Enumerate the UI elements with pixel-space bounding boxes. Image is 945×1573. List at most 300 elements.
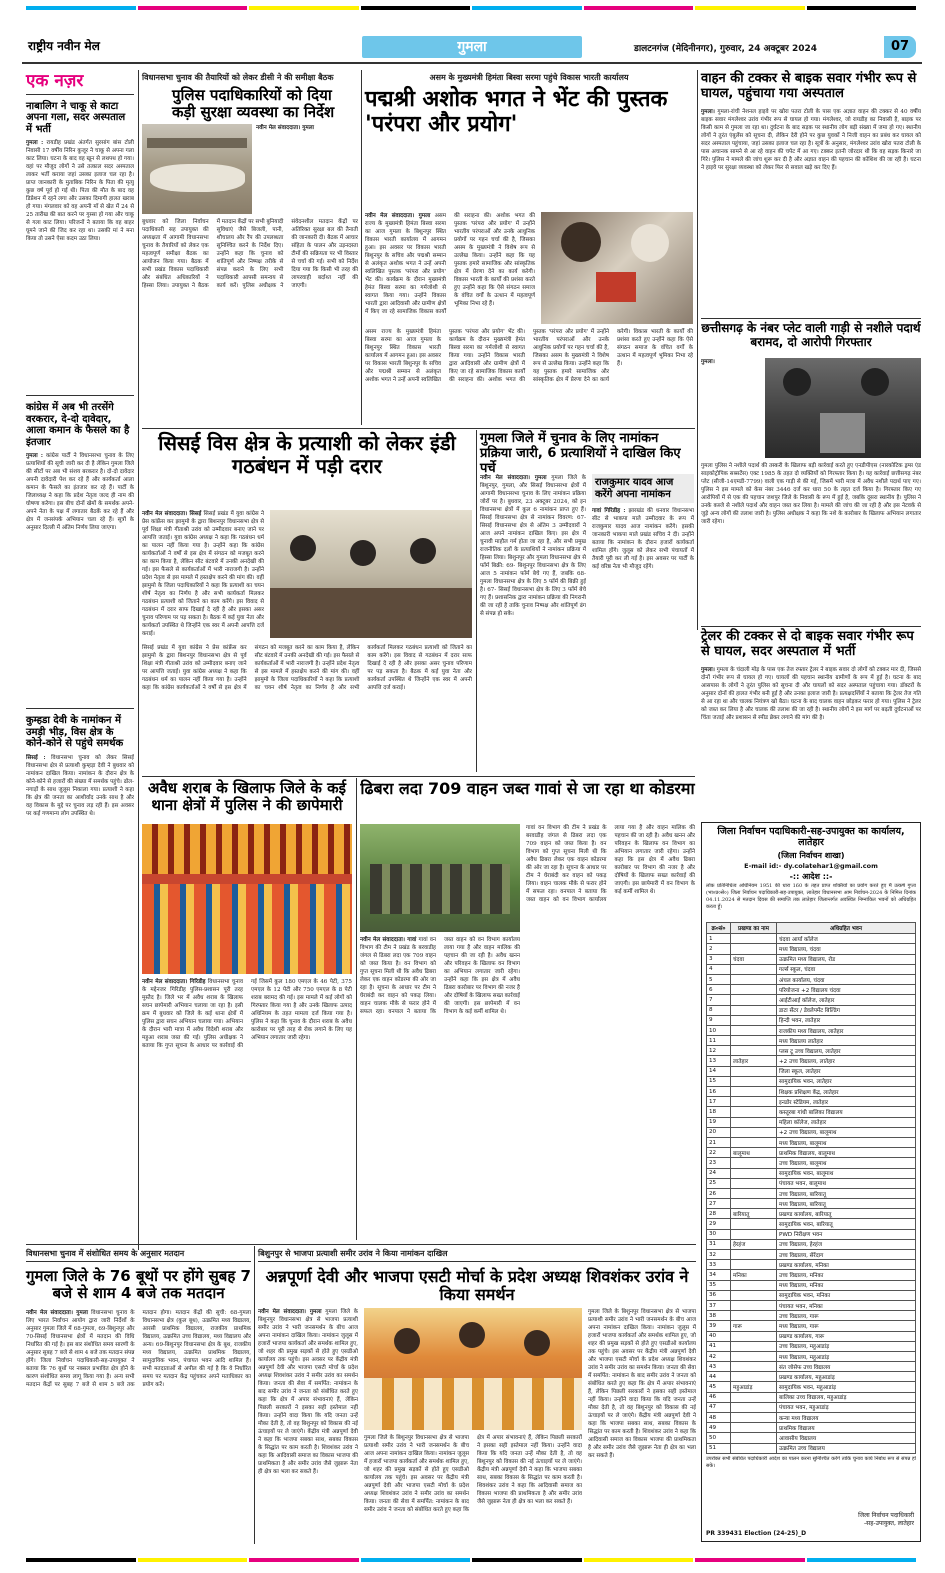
table-row	[707, 1015, 916, 1025]
table-cell-building: उच्च विद्यालय, महुआडांड़	[777, 1341, 916, 1351]
table-row	[707, 1056, 916, 1066]
table-cell-no: 21	[707, 1137, 731, 1147]
table-cell-no: 50	[707, 1433, 731, 1443]
table-cell-no: 18	[707, 1107, 731, 1117]
table-row	[707, 1423, 916, 1433]
table-cell-block	[731, 1351, 777, 1361]
table-cell-no: 7	[707, 995, 731, 1005]
table-cell-no: 43	[707, 1362, 731, 1372]
table-cell-no: 17	[707, 1097, 731, 1107]
table-cell-block	[731, 964, 777, 974]
table-row	[707, 1443, 916, 1453]
table-cell-block	[731, 1260, 777, 1270]
table-cell-block	[731, 974, 777, 984]
table-row	[707, 1311, 916, 1321]
story-body-continued: असम राज्य के मुख्यमंत्री हिमंता बिस्वा सरमा का आज गुमला के बिशुनपुर स्थित विकास भारती कार्यालय में आगमन हुआ। इस अवसर पर विकास भारती बिशुनपुर के सचिव और पद्मश्री सम्मान से अलंकृत अशोक भगत ने उन्हें अपनी स्वलिखित पुस्तक 'परंपरा और प्रयोग' भेंट की। कार्यक्रम के दौरान मुख्यमंत्री हेमंत बिस्वा सरमा का गर्मजोशी से स्वागत किया गया। उन्होंने विकास भारती द्वारा आदिवासी और ग्रामीण क्षेत्रों में किए जा रहे सामाजिक विकास कार्यों की सराहना की। अशोक भगत की पुस्तक 'परंपरा और प्रयोग' में उन्होंने भारतीय परंपराओं और उनके आधुनिक प्रयोगों पर गहन चर्चा की है, जिसका असम के मुख्यमंत्री ने विशेष रूप से उल्लेख किया। उन्होंने कहा कि यह पुस्तक हमारे सामाजिक और सांस्कृतिक क्षेत्र में प्रेरणा देने का कार्य करेगी। विकास भारती के कार्यों की प्रशंसा करते हुए उन्होंने कहा कि ऐसे संगठन समाज के वंचित वर्गों के उत्थान में महत्वपूर्ण भूमिका निभा रहे हैं।	[365, 329, 693, 383]
table-row	[707, 1362, 916, 1372]
table-cell-no: 41	[707, 1341, 731, 1351]
story-body: गुमला-रांची नेशनल हाइवे पर खोरा पतरा टोली के पास एक अज्ञात वाहन की टक्कर से 40 वर्षीय बाइक सवार मंगलेश्वर उरांव गंभीर रूप से घायल हो गया। मंगलेश्वर, जो रायडीह का निवासी है, बाइक पर किसी काम से गुमला जा रहा था। दुर्घटना के बाद सड़क पर स्थानीय लोग बड़ी संख्या में जमा हो गए। स्थानीय लोगों ने तुरंत एंबुलेंस को सूचना दी, लेकिन देरी होने पर कुछ युवकों ने निजी वाहन का प्रबंध कर घायल को सदर अस्पताल पहुंचाया, जहां उसका इलाज चल रहा है। सूत्रों के अनुसार, मंगलेश्वर उरांव खोरा पतरा टोली के पास अचानक सामने से आ रहे वाहन की चपेट में आ गए। टक्कर इतनी जोरदार थी कि वह सड़क किनारे जा गिरे। पुलिस ने मामले की जांच शुरू कर दी है और अज्ञात वाहन की पहचान की कोशिश की जा रही है। घटना ने हाइवे पर सुरक्षा व्यवस्था को लेकर फिर से सवाल खड़े कर दिए हैं।	[701, 108, 921, 171]
table-cell-building: हिन्दी भवन, लातेहार	[777, 1015, 916, 1025]
ek-nazar-label: एक नज़र	[26, 72, 134, 95]
table-cell-building: मध्य विद्यालय, महुआडांड़	[777, 1351, 916, 1361]
forest-team-photo	[360, 824, 520, 932]
table-cell-block	[731, 1402, 777, 1412]
table-row	[707, 1250, 916, 1260]
table-cell-no: 33	[707, 1260, 731, 1270]
table-cell-block	[731, 1300, 777, 1310]
table-cell-building: आवासीय विद्यालय	[777, 1433, 916, 1443]
table-row	[707, 1046, 916, 1056]
table-cell-no: 28	[707, 1209, 731, 1219]
table-cell-building: संत जोसेफ उच्च विद्यालय	[777, 1362, 916, 1372]
table-cell-building: प्राथमिक विद्यालय, बालूमाथ	[777, 1148, 916, 1158]
mica-vehicle-seizure-story	[360, 780, 695, 1240]
table-cell-building: सामुदायिक भवन, लातेहार	[777, 1076, 916, 1086]
liquor-raid-story	[142, 780, 352, 1240]
column-header: क्र०सं०	[707, 923, 731, 934]
table-cell-no: 32	[707, 1250, 731, 1260]
story-headline: कुम्हडा देवी के नामांकन में उमड़ी भीड़, विस क्षेत्र के कोने-कोने से पहुंचे समर्थक	[26, 715, 124, 750]
table-cell-building: पंचायत भवन, बालूमाथ	[777, 1178, 916, 1188]
story-dateline: नवीन मेल संवाददाता। गुमला	[480, 475, 547, 481]
table-cell-no: 12	[707, 1046, 731, 1056]
story-body: गुमला जिले के बिशुनपुर, गुमला, और सिसई विधानसभा क्षेत्रों में आगामी विधानसभा चुनाव के लिए नामांकन प्रक्रिया जोरों पर है। बुधवार, 23 अक्टूबर 2024, को इन विधानसभा क्षेत्रों में कुल 6 नामांकन प्राप्त हुए हैं। सिसई विधानसभा क्षेत्र से नामांकन विवरण: 67- सिसई विधानसभा क्षेत्र से अंतिम 3 उम्मीदवारों ने आज अपने नामांकन दाखिल किए। इस क्षेत्र में चुनावी माहौल गर्म होता जा रहा है, और सभी प्रमुख राजनीतिक दलों के प्रत्याशियों ने नामांकन प्रक्रिया में हिस्सा लिया। बिशुनपुर और गुमला विधानसभा क्षेत्र से फॉर्म बिक्री: 69- बिशुनपुर विधानसभा क्षेत्र के लिए आज 5 नामांकन फॉर्म बेचे गए हैं, जबकि 68- गुमला विधानसभा क्षेत्र के लिए 5 फॉर्म की बिक्री हुई है। 67- सिसई विधानसभा क्षेत्र के लिए 3 फॉर्म बेचे गए हैं। प्रशासनिक द्वारा नामांकन प्रक्रिया की निगरानी की जा रही है ताकि चुनाव निष्पक्ष और शांतिपूर्ण ढंग से संपन्न हो सके।	[480, 475, 586, 617]
table-cell-building: +2 उच्च विद्यालय, लातेहार	[777, 1056, 916, 1066]
box-dateline: गावां गिरिडीह :	[592, 508, 626, 514]
press-conference-photo	[270, 510, 472, 638]
table-row	[707, 1239, 916, 1249]
table-row	[707, 1402, 916, 1412]
table-cell-no: 46	[707, 1392, 731, 1402]
table-cell-building: मध्य विद्यालय, चंदवा	[777, 944, 916, 954]
story-headline: पुलिस पदाधिकारियों को दिया कड़ी सुरक्षा व्यवस्था का निर्देश	[172, 86, 335, 122]
nomination-rally-photo	[364, 1308, 582, 1430]
table-cell-building: उच्च विद्यालय, बालूमाथ	[777, 1158, 916, 1168]
table-row	[707, 1168, 916, 1178]
table-cell-building: सामुदायिक भवन, बारियातू	[777, 1219, 916, 1229]
table-row	[707, 1127, 916, 1137]
story-dateline: नवीन मेल संवाददाता। गिरिडीह	[142, 979, 206, 985]
story-dateline: गुमला :	[26, 453, 43, 460]
table-row	[707, 1158, 916, 1168]
table-cell-block: चंदवा	[731, 954, 777, 964]
story-headline: ढिबरा लदा 709 वाहन जब्त गावां से जा रहा था कोडरमा	[360, 779, 695, 798]
notice-order-title: -:: आदेश ::-	[789, 872, 833, 882]
table-cell-no: 14	[707, 1066, 731, 1076]
rajkumar-box	[592, 474, 694, 770]
table-cell-building: प्रखण्ड कार्यालय, गारू	[777, 1331, 916, 1341]
table-cell-block	[731, 1413, 777, 1423]
story-dateline: गुमला :	[26, 140, 44, 147]
table-cell-building: राजकीय मध्य विद्यालय, लातेहार	[777, 1025, 916, 1035]
story-body-continued: सिसई प्रखंड में युवा कांग्रेस ने प्रेस कांफ्रेंस कर झामुमो के द्वारा बिशनपुर विधानसभा क्षेत्र से पूर्व शिक्षा मंत्री गीताश्री उरांव को उम्मीदवार बनाए जाने पर आपत्ति जताई। युवा कांग्रेस अध्यक्ष ने कहा कि गठबंधन धर्म का पालन नहीं किया गया है। उन्होंने कहा कि कांग्रेस कार्यकर्ताओं ने वर्षों से इस क्षेत्र में संगठन को मजबूत करने का काम किया है, लेकिन सीट बंटवारे में उनकी अनदेखी की गई। इस फैसले से कार्यकर्ताओं में भारी नाराजगी है। उन्होंने प्रदेश नेतृत्व से इस मामले में हस्तक्षेप करने की मांग की। वहीं झामुमो के जिला पदाधिकारियों ने कहा कि प्रत्याशी का चयन शीर्ष नेतृत्व का निर्णय है और सभी कार्यकर्ता मिलकर गठबंधन प्रत्याशी को जिताने का काम करेंगे। इस विवाद से गठबंधन में दरार साफ दिखाई दे रही है और इसका असर चुनाव परिणाम पर पड़ सकता है। बैठक में कई युवा नेता और कार्यकर्ता उपस्थित थे जिन्होंने एक स्वर में अपनी आपत्ति दर्ज कराई।	[142, 645, 472, 691]
notice-signature	[858, 1511, 914, 1527]
table-cell-no: 2	[707, 944, 731, 954]
acquired-buildings-table	[706, 922, 916, 1454]
table-cell-no: 16	[707, 1087, 731, 1097]
table-cell-no: 15	[707, 1076, 731, 1086]
table-cell-building: परियोजना +2 विद्यालय चंदवा	[777, 985, 916, 995]
notice-office: जिला निर्वाचन पदाधिकारी-सह-उपायुक्त का कार्यालय, लातेहार	[717, 826, 905, 848]
table-cell-no: 20	[707, 1127, 731, 1137]
story-headline: अन्नपूर्णा देवी और भाजपा एसटी मोर्चा के प्रदेश अध्यक्ष शिवशंकर उरांव ने किया समर्थन	[265, 1267, 689, 1305]
story-headline: ट्रेलर की टक्कर से दो बाइक सवार गंभीर रूप से घायल, सदर अस्पताल में भर्ती	[701, 629, 914, 659]
story-body: गुमला जिले के बिशुनपुर विधानसभा क्षेत्र से भाजपा प्रत्याशी समीर उरांव ने भारी जनसमर्थन के बीच आज अपना नामांकन दाखिल किया। नामांकन जुलूस में हजारों भाजपा कार्यकर्ता और समर्थक शामिल हुए, जो शहर की प्रमुख सड़कों से होते हुए एसडीओ कार्यालय तक पहुंचे। इस अवसर पर केंद्रीय मंत्री अन्नपूर्णा देवी और भाजपा एसटी मोर्चा के प्रदेश अध्यक्ष शिवशंकर उरांव ने समीर उरांव का समर्थन किया। जनता की सेवा में समर्पित: नामांकन के बाद समीर उरांव ने जनता को संबोधित करते हुए कहा कि क्षेत्र में अपार संभावनाएं हैं, लेकिन पिछली सरकारों ने इसका सही इस्तेमाल नहीं किया। उन्होंने वादा किया कि यदि जनता उन्हें मौका देती है, तो वह बिशुनपुर को विकास की नई ऊंचाइयों पर ले जाएंगे। केंद्रीय मंत्री अन्नपूर्णा देवी ने कहा कि भाजपा सबका साथ, सबका विकास के सिद्धांत पर काम करती है। शिवशंकर उरांव ने कहा कि आदिवासी समाज का विकास भाजपा की प्राथमिकता है और समीर उरांव जैसे जुझारू नेता ही क्षेत्र का भला कर सकते हैं।	[258, 1309, 358, 1475]
table-cell-block	[731, 995, 777, 1005]
story-headline: छत्तीसगढ़ के नंबर प्लेट वाली गाड़ी से नशीले पदार्थ बरामद, दो आरोपी गिरफ्तार	[701, 321, 921, 349]
table-cell-no: 24	[707, 1168, 731, 1178]
election-notice-advert	[701, 822, 921, 1542]
table-cell-no: 26	[707, 1188, 731, 1198]
page-number: 07	[884, 36, 916, 58]
table-cell-block	[731, 1423, 777, 1433]
table-cell-building: +2 उच्च विद्यालय, बालूमाथ	[777, 1127, 916, 1137]
table-cell-no: 13	[707, 1056, 731, 1066]
story-kicker: विधानसभा चुनाव की तैयारियों को लेकर डीसी ने की समीक्षा बैठक	[142, 73, 334, 82]
table-cell-block	[731, 1046, 777, 1056]
story-dateline: गुमला।	[701, 108, 715, 115]
table-row	[707, 964, 916, 974]
table-cell-building: इनडोर स्टेडियम, लातेहार	[777, 1097, 916, 1107]
table-cell-block	[731, 1443, 777, 1453]
table-cell-block	[731, 1087, 777, 1097]
table-cell-block	[731, 1290, 777, 1300]
table-cell-block	[731, 1250, 777, 1260]
table-row	[707, 995, 916, 1005]
table-cell-no: 36	[707, 1290, 731, 1300]
table-row	[707, 1137, 916, 1147]
story-headline: गुमला जिले में चुनाव के लिए नामांकन प्रक्रिया जारी, 6 प्रत्याशियों ने दाखिल किए पर्चे	[480, 431, 681, 476]
table-row	[707, 1270, 916, 1280]
table-cell-no: 48	[707, 1413, 731, 1423]
arrested-accused-photo	[765, 358, 921, 458]
table-cell-no: 45	[707, 1382, 731, 1392]
table-cell-building: मध्य विद्यालय, मनिका	[777, 1280, 916, 1290]
table-cell-block	[731, 944, 777, 954]
table-cell-block: मनिका	[731, 1270, 777, 1280]
table-row	[707, 1300, 916, 1310]
table-cell-building: मध्य विद्यालय, गारू	[777, 1321, 916, 1331]
table-cell-block	[731, 1076, 777, 1086]
table-cell-block	[731, 1178, 777, 1188]
story-body-continued: गुमला जिले के बिशुनपुर विधानसभा क्षेत्र से भाजपा प्रत्याशी समीर उरांव ने भारी जनसमर्थन के बीच आज अपना नामांकन दाखिल किया। नामांकन जुलूस में हजारों भाजपा कार्यकर्ता और समर्थक शामिल हुए, जो शहर की प्रमुख सड़कों से होते हुए एसडीओ कार्यालय तक पहुंचे। इस अवसर पर केंद्रीय मंत्री अन्नपूर्णा देवी और भाजपा एसटी मोर्चा के प्रदेश अध्यक्ष शिवशंकर उरांव ने समीर उरांव का समर्थन किया। जनता की सेवा में समर्पित: नामांकन के बाद समीर उरांव ने जनता को संबोधित करते हुए कहा कि क्षेत्र में अपार संभावनाएं हैं, लेकिन पिछली सरकारों ने इसका सही इस्तेमाल नहीं किया। उन्होंने वादा किया कि यदि जनता उन्हें मौका देती है, तो वह बिशुनपुर को विकास की नई ऊंचाइयों पर ले जाएंगे। केंद्रीय मंत्री अन्नपूर्णा देवी ने कहा कि भाजपा सबका साथ, सबका विकास के सिद्धांत पर काम करती है। शिवशंकर उरांव ने कहा कि आदिवासी समाज का विकास भाजपा की प्राथमिकता है और समीर उरांव जैसे जुझारू नेता ही क्षेत्र का भला कर सकते हैं।	[364, 1435, 582, 1513]
table-row	[707, 1036, 916, 1046]
table-cell-building: जिला स्कूल, लातेहार	[777, 1066, 916, 1076]
table-cell-building: कस्तूरबा गांधी बालिका विद्यालय	[777, 1107, 916, 1117]
table-cell-no: 5	[707, 974, 731, 984]
table-cell-block	[731, 1280, 777, 1290]
trailer-accident-story	[701, 630, 921, 820]
table-cell-block	[731, 1015, 777, 1025]
table-row	[707, 1199, 916, 1209]
story-body: बुधवार को जिला निर्वाचन पदाधिकारी सह उपायुक्त की अध्यक्षता में आगामी विधानसभा चुनाव के तैयारियों को लेकर एक महत्वपूर्ण समीक्षा बैठक का आयोजन किया गया। बैठक में सभी प्रखंड विकास पदाधिकारी और संबंधित अधिकारियों ने हिस्सा लिया। उपायुक्त ने बैठक में मतदान केंद्रों पर सभी बुनियादी सुविधाएं जैसे बिजली, पानी, शौचालय और रैंप की उपलब्धता सुनिश्चित करने के निर्देश दिए। उन्होंने कहा कि चुनाव को शांतिपूर्ण और निष्पक्ष तरीके से संपन्न कराने के लिए सभी पदाधिकारी आपसी समन्वय से कार्य करें। पुलिस अधीक्षक ने संवेदनशील मतदान केंद्रों पर अतिरिक्त सुरक्षा बल की तैनाती की जानकारी दी। बैठक में आचार संहिता के पालन और उड़नदस्ता टीमों की सक्रियता पर भी विस्तार से चर्चा की गई। सभी को निर्देश दिया गया कि किसी भी तरह की लापरवाही बर्दाश्त नहीं की जाएगी।	[142, 219, 358, 289]
notice-footer: उपरोक्त सभी संबंधित पदाधिकारी आदेश का पालन करना सुनिश्चित करेंगे ताकि चुनाव कार्य निर्बाध रूप से संपन्न हो सके।	[706, 1455, 916, 1469]
table-row	[707, 1413, 916, 1423]
polling-time-story	[26, 1248, 251, 1544]
table-cell-no: 51	[707, 1443, 731, 1453]
table-cell-building: कन्या मध्य विद्यालय	[777, 1413, 916, 1423]
table-cell-building: मध्य विद्यालय, बालूमाथ	[777, 1137, 916, 1147]
table-cell-no: 27	[707, 1199, 731, 1209]
table-row	[707, 1209, 916, 1219]
table-cell-block: बारियातू	[731, 1209, 777, 1219]
bhagat-book-story	[365, 72, 693, 422]
table-cell-building: मध्य विद्यालय, बारियातू	[777, 1199, 916, 1209]
story-dateline: नवीन मेल संवाददाता। सिसई	[142, 511, 202, 517]
story-body: असम राज्य के मुख्यमंत्री हिमंता बिस्वा सरमा का आज गुमला के बिशुनपुर स्थित विकास भारती कार्यालय में आगमन हुआ। इस अवसर पर विकास भारती बिशुनपुर के सचिव और पद्मश्री सम्मान से अलंकृत अशोक भगत ने उन्हें अपनी स्वलिखित पुस्तक 'परंपरा और प्रयोग' भेंट की। कार्यक्रम के दौरान मुख्यमंत्री हेमंत बिस्वा सरमा का गर्मजोशी से स्वागत किया गया। उन्होंने विकास भारती द्वारा आदिवासी और ग्रामीण क्षेत्रों में किए जा रहे सामाजिक विकास कार्यों की सराहना की। अशोक भगत की पुस्तक 'परंपरा और प्रयोग' में उन्होंने भारतीय परंपराओं और उनके आधुनिक प्रयोगों पर गहन चर्चा की है, जिसका असम के मुख्यमंत्री ने विशेष रूप से उल्लेख किया। उन्होंने कहा कि यह पुस्तक हमारे सामाजिक और सांस्कृतिक क्षेत्र में प्रेरणा देने का कार्य करेगी। विकास भारती के कार्यों की प्रशंसा करते हुए उन्होंने कहा कि ऐसे संगठन समाज के वंचित वर्गों के उत्थान में महत्वपूर्ण भूमिका निभा रहे हैं।	[365, 213, 535, 315]
table-row	[707, 1331, 916, 1341]
column-header: अधिग्रहित भवन	[777, 923, 916, 934]
table-cell-building: आईटीआई कॉलेज, लातेहार	[777, 995, 916, 1005]
column-header: प्रखण्ड का नाम	[731, 923, 777, 934]
table-cell-building: प्राथमिक विद्यालय	[777, 1423, 916, 1433]
story-body: कांग्रेस पार्टी ने विधानसभा चुनाव के लिए प्रत्याशियों की सूची जारी कर दी है लेकिन गुमला जिले की सीटों पर अब भी संशय बरकरार है। दो-दो दावेदार अपनी दावेदारी पेश कर रहे हैं और कार्यकर्ता आला कमान के फैसले का इंतजार कर रहे हैं। पार्टी के जिलाध्यक्ष ने कहा कि प्रदेश नेतृत्व जल्द ही नाम की घोषणा करेगा। इस बीच दोनों खेमों के समर्थक अपने-अपने नेता के पक्ष में लगातार बैठकें कर रहे हैं और क्षेत्र में जनसंपर्क अभियान चला रहे हैं। सूत्रों के अनुसार दिल्ली में अंतिम निर्णय लिया जाएगा।	[26, 453, 134, 532]
story-dateline: नवीन मेल संवाददाता। गावां	[360, 937, 417, 943]
notice-office-sub: (जिला निर्वाचन शाखा)	[777, 850, 845, 860]
story-dateline: सिसई :	[26, 754, 46, 761]
table-row	[707, 1321, 916, 1331]
table-row	[707, 1260, 916, 1270]
sisai-alliance-story	[142, 432, 472, 772]
table-row	[707, 1107, 916, 1117]
table-cell-block	[731, 1229, 777, 1239]
dateline: डालटनगंज (मेदिनीनगर), गुरुवार, 24 अक्टूबर 2024	[634, 44, 817, 54]
table-cell-no: 31	[707, 1239, 731, 1249]
story-body: सिसई प्रखंड में युवा कांग्रेस ने प्रेस कांफ्रेंस कर झामुमो के द्वारा बिशनपुर विधानसभा क्षेत्र से पूर्व शिक्षा मंत्री गीताश्री उरांव को उम्मीदवार बनाए जाने पर आपत्ति जताई। युवा कांग्रेस अध्यक्ष ने कहा कि गठबंधन धर्म का पालन नहीं किया गया है। उन्होंने कहा कि कांग्रेस कार्यकर्ताओं ने वर्षों से इस क्षेत्र में संगठन को मजबूत करने का काम किया है, लेकिन सीट बंटवारे में उनकी अनदेखी की गई। इस फैसले से कार्यकर्ताओं में भारी नाराजगी है। उन्होंने प्रदेश नेतृत्व से इस मामले में हस्तक्षेप करने की मांग की। वहीं झामुमो के जिला पदाधिकारियों ने कहा कि प्रत्याशी का चयन शीर्ष नेतृत्व का निर्णय है और सभी कार्यकर्ता मिलकर गठबंधन प्रत्याशी को जिताने का काम करेंगे। इस विवाद से गठबंधन में दरार साफ दिखाई दे रही है और इसका असर चुनाव परिणाम पर पड़ सकता है। बैठक में कई युवा नेता और कार्यकर्ता उपस्थित थे जिन्होंने एक स्वर में अपनी आपत्ति दर्ज कराई।	[142, 511, 264, 637]
table-cell-block	[731, 1362, 777, 1372]
table-row	[707, 1148, 916, 1158]
bike-accident-story	[701, 72, 921, 322]
table-row	[707, 934, 916, 944]
table-cell-no: 38	[707, 1311, 731, 1321]
story-headline: पद्मश्री अशोक भगत ने भेंट की पुस्तक 'परंपरा और प्रयोग'	[365, 87, 668, 138]
table-cell-no: 42	[707, 1351, 731, 1361]
story-dateline: गुमला।	[701, 359, 715, 365]
table-cell-no: 3	[707, 954, 731, 964]
story-headline: सिसई विस क्षेत्र के प्रत्याशी को लेकर इंडी गठबंधन में पड़ी दरार	[158, 431, 456, 478]
table-row	[707, 985, 916, 995]
table-cell-no: 22	[707, 1148, 731, 1158]
table-cell-building: प्रखण्ड कार्यालय, महुआडांड़	[777, 1372, 916, 1382]
table-cell-block	[731, 1341, 777, 1351]
table-cell-no: 47	[707, 1402, 731, 1412]
story-body: विधानसभा चुनाव के मद्देनजर गिरिडीह पुलिस-प्रशासन पूरी तरह मुस्तैद है। जिले भर में अवैध शराब के खिलाफ सघन छापेमारी अभियान चलाया जा रहा है। इसी क्रम में बुधवार को जिले के कई थाना क्षेत्रों में पुलिस द्वारा सघन अभियान चलाया गया। अभियान के दौरान भारी मात्रा में अवैध विदेशी शराब और महुआ शराब जब्त की गई। पुलिस अधीक्षक ने बताया कि गुप्त सूचना के आधार पर कार्रवाई की गई जिसमें कुल 180 एमएल के 46 पेटी, 375 एमएल के 12 पेटी और 750 एमएल के 8 पेटी शराब बरामद की गई। इस मामले में कई लोगों को गिरफ्तार किया गया है और उनके खिलाफ उत्पाद अधिनियम के तहत मामला दर्ज किया गया है। पुलिस ने कहा कि चुनाव के दौरान शराब के अवैध कारोबार पर पूरी तरह से रोक लगाने के लिए यह अभियान लगातार जारी रहेगा।	[142, 979, 352, 1049]
table-cell-no: 23	[707, 1158, 731, 1168]
signature-subtitle: -सह-उपायुक्त, लातेहार	[864, 1520, 914, 1527]
table-cell-block	[731, 1117, 777, 1127]
notice-email: E-mail id:- dy.colatehar1@gmail.com	[744, 862, 878, 871]
table-cell-building: प्रखण्ड कार्यालय, बारियातू	[777, 1209, 916, 1219]
table-cell-no: 40	[707, 1331, 731, 1341]
table-cell-building: डाटा सेंटर / डेवलेपमेंट बिल्डिंग	[777, 1005, 916, 1015]
table-cell-no: 6	[707, 985, 731, 995]
table-cell-building: उच्च विद्यालय, सेरेंदाग	[777, 1250, 916, 1260]
pr-number: PR 339431 Election (24-25)_D	[706, 1530, 807, 1537]
table-cell-block	[731, 1168, 777, 1178]
table-cell-building: अंचल कार्यालय, चंदवा	[777, 974, 916, 984]
story-dateline: गुमला।	[701, 666, 715, 673]
table-row	[707, 1433, 916, 1443]
table-row	[707, 954, 916, 964]
table-cell-no: 11	[707, 1036, 731, 1046]
table-cell-no: 4	[707, 964, 731, 974]
table-cell-no: 10	[707, 1025, 731, 1035]
story-body: विधानसभा चुनाव के लिए भारत निर्वाचन आयोग द्वारा जारी निर्देशों के अनुसार गुमला जिले में 68-गुमला, 69-बिशुनपुर और 70-सिसई विधानसभा क्षेत्रों में मतदान की विधि निर्धारित की गई है। इस बार संशोधित समय सारणी के अनुसार सुबह 7 बजे से शाम 4 बजे तक मतदान संपन्न होंगे। जिला निर्वाचन पदाधिकारी-सह-उपायुक्त ने बताया कि 76 बूथों पर नक्सल प्रभावित क्षेत्र होने के कारण संशोधित समय लागू किया गया है। अन्य सभी मतदान केंद्रों पर सुबह 7 बजे से शाम 5 बजे तक मतदान होगा। मतदान केंद्रों की सूची: 68-गुमला विधानसभा क्षेत्र (कुल बूथ), उत्क्रमित मध्य विद्यालय, आरसी प्राथमिक विद्यालय, राजकीय प्राथमिक विद्यालय, उत्क्रमित उच्च विद्यालय, मध्य विद्यालय और अन्य। 69-बिशुनपुर विधानसभा क्षेत्र के बूथ, राजकीय मध्य विद्यालय, उत्क्रमित प्राथमिक विद्यालय, सामुदायिक भवन, पंचायत भवन आदि शामिल हैं। सभी मतदाताओं से अपील की गई है कि वे निर्धारित समय पर मतदान केंद्र पहुंचकर अपने मताधिकार का प्रयोग करें।	[26, 1309, 251, 1388]
table-cell-no: 39	[707, 1321, 731, 1331]
table-cell-building: उच्च विद्यालय, गारू	[777, 1311, 916, 1321]
table-cell-block: गारू	[731, 1321, 777, 1331]
table-cell-block	[731, 1137, 777, 1147]
table-cell-no: 9	[707, 1015, 731, 1025]
color-bar-top	[26, 6, 916, 10]
story-kicker: बिशुनपुर से भाजपा प्रत्याशी समीर उरांव ने किया नामांकन दाखिल	[258, 1248, 696, 1262]
table-row	[707, 944, 916, 954]
table-row	[707, 1372, 916, 1382]
table-cell-building: उत्क्रमित उच्च विद्यालय	[777, 1443, 916, 1453]
table-cell-building: सामुदायिक भवन, मनिका	[777, 1290, 916, 1300]
story-body: गावां वन विभाग की टीम ने प्रखंड के बरवाडीह जंगल से ढिबरा लदा एक 709 वाहन को जब्त किया है। वन विभाग को गुप्त सूचना मिली थी कि अवैध ढिबरा लेकर एक वाहन कोडरमा की ओर जा रहा है। सूचना के आधार पर टीम ने घेराबंदी कर वाहन को पकड़ लिया। वाहन चालक मौके से फरार होने में सफल रहा। वनपाल ने बताया कि जब्त वाहन को वन विभाग कार्यालय लाया गया है और वाहन मालिक की पहचान की जा रही है। अवैध खनन और परिवहन के खिलाफ वन विभाग का अभियान लगातार जारी रहेगा। उन्होंने कहा कि इस क्षेत्र में अवैध ढिबरा कारोबार पर विभाग की नजर है और दोषियों के खिलाफ सख्त कार्रवाई की जाएगी। इस छापेमारी में वन विभाग के कई कर्मी शामिल थे।	[360, 937, 520, 1015]
story-headline: गुमला जिले के 76 बूथों पर होंगे सुबह 7 बजे से शाम 4 बजे तक मतदान	[26, 1267, 251, 1303]
table-cell-no: 8	[707, 1005, 731, 1015]
table-cell-no: 35	[707, 1280, 731, 1290]
narcotics-seizure-story	[701, 322, 921, 622]
table-cell-building: मध्य विद्यालय लातेहार	[777, 1036, 916, 1046]
table-cell-building: महिला कॉलेज, लातेहार	[777, 1117, 916, 1127]
table-cell-block: लातेहार	[731, 1056, 777, 1066]
page-header	[22, 36, 922, 60]
table-cell-building: उत्क्रमित मध्य विद्यालय, रोड	[777, 954, 916, 964]
table-cell-no: 25	[707, 1178, 731, 1188]
table-cell-block	[731, 1311, 777, 1321]
table-cell-block	[731, 1331, 777, 1341]
table-row	[707, 1280, 916, 1290]
table-cell-building: उच्च विद्यालय, बारियातू	[777, 1188, 916, 1198]
story-kicker: विधानसभा चुनाव में संशोधित समय के अनुसार मतदान	[26, 1248, 251, 1262]
table-cell-block	[731, 1005, 777, 1015]
table-cell-block	[731, 1127, 777, 1137]
table-row	[707, 1097, 916, 1107]
story-headline: नाबालिग ने चाकू से काटा अपना गला, सदर अस्पताल में भर्ती	[26, 100, 126, 135]
table-cell-building: प्लस टू उच्च विद्यालय, लातेहार	[777, 1046, 916, 1056]
table-cell-no: 44	[707, 1372, 731, 1382]
table-cell-building: गर्ल्स स्कूल, चंदवा	[777, 964, 916, 974]
table-row	[707, 1117, 916, 1127]
table-cell-no: 30	[707, 1229, 731, 1239]
table-cell-block	[731, 1372, 777, 1382]
color-bar-bottom	[26, 1558, 916, 1562]
table-cell-block	[731, 1433, 777, 1443]
story-headline: कांग्रेस में अब भी तरसेंगे वरकरार, दे-दो दावेदार, आला कमान के फैसले का है इंतजार	[26, 402, 130, 448]
table-cell-building: पंचायत भवन, मनिका	[777, 1300, 916, 1310]
book-presentation-photo	[541, 212, 693, 324]
table-cell-block	[731, 1107, 777, 1117]
story-headline: वाहन की टक्कर से बाइक सवार गंभीर रूप से घायल, पहुंचाया गया अस्पताल	[701, 71, 917, 101]
story-dateline: नवीन मेल संवाददाता। गुमला	[365, 213, 431, 219]
table-cell-no: 34	[707, 1270, 731, 1280]
box-body: झारखंड की धनवार विधानसभा सीट से भाकपा माले उम्मीदवार के रूप में राजकुमार यादव आज नामांकन करेंगे। इसकी जानकारी भाकपा माले प्रखंड सचिव ने दी। उन्होंने बताया कि नामांकन के दौरान हजारों कार्यकर्ता शामिल होंगे। जुलूस को लेकर सभी पंचायतों में तैयारी पूरी कर ली गई है। इस अवसर पर पार्टी के कई वरिष्ठ नेता भी मौजूद रहेंगे।	[592, 508, 694, 570]
bjp-nomination-story	[258, 1248, 696, 1544]
table-cell-block	[731, 1392, 777, 1402]
ek-nazar-column	[26, 72, 134, 1242]
story-body: रायडीह प्रखंड अंतर्गत सुरसांग बांस टोली निवासी 17 वर्षीय निरिन कुजूर ने चाकू से अपना गला काट लिया। घटना के बाद वह खून से लथपथ हो गया। वहां पर मौजूद लोगों ने उसे तत्काल सदर अस्पताल लाकर भर्ती कराया जहां उसका इलाज चल रहा है। प्राप्त जानकारी के मुताबिक निरिन के पिता की मृत्यु कुछ वर्ष पूर्व हो गई थी। पिता की मौत के बाद वह डिप्रेशन में रहने लगा और उसका दिमागी हालत खराब हो गया। मंगलवार को वह अपनी माँ से खेत में 24 से 25 तारीख की बात करने पर गुस्सा हो गया और चाकू से गला काट लिया। परिजनों ने बताया कि वह बाहर घूमने जाने की जिद कर रहा था। उसकी मां ने मना किया तो उसने ऐसा कदम उठा लिया।	[26, 140, 134, 243]
table-cell-building: बालिका उच्च विद्यालय, महुआडांड़	[777, 1392, 916, 1402]
story-body-continued: गुमला जिले के बिशुनपुर विधानसभा क्षेत्र से भाजपा प्रत्याशी समीर उरांव ने भारी जनसमर्थन के बीच आज अपना नामांकन दाखिल किया। नामांकन जुलूस में हजारों भाजपा कार्यकर्ता और समर्थक शामिल हुए, जो शहर की प्रमुख सड़कों से होते हुए एसडीओ कार्यालय तक पहुंचे। इस अवसर पर केंद्रीय मंत्री अन्नपूर्णा देवी और भाजपा एसटी मोर्चा के प्रदेश अध्यक्ष शिवशंकर उरांव ने समीर उरांव का समर्थन किया। जनता की सेवा में समर्पित: नामांकन के बाद समीर उरांव ने जनता को संबोधित करते हुए कहा कि क्षेत्र में अपार संभावनाएं हैं, लेकिन पिछली सरकारों ने इसका सही इस्तेमाल नहीं किया। उन्होंने वादा किया कि यदि जनता उन्हें मौका देती है, तो वह बिशुनपुर को विकास की नई ऊंचाइयों पर ले जाएंगे। केंद्रीय मंत्री अन्नपूर्णा देवी ने कहा कि भाजपा सबका साथ, सबका विकास के सिद्धांत पर काम करती है। शिवशंकर उरांव ने कहा कि आदिवासी समाज का विकास भाजपा की प्राथमिकता है और समीर उरांव जैसे जुझारू नेता ही क्षेत्र का भला कर सकते हैं।	[588, 1309, 696, 1459]
table-row	[707, 1087, 916, 1097]
table-cell-no: 49	[707, 1423, 731, 1433]
table-cell-block	[731, 1025, 777, 1035]
table-cell-block	[731, 1219, 777, 1229]
nomination-process-story	[480, 432, 694, 772]
newspaper-logo: राष्ट्रीय नवीन मेल	[28, 39, 100, 53]
table-cell-building: चंदवा आर्या कॉलेज	[777, 934, 916, 944]
table-row	[707, 1025, 916, 1035]
table-cell-block	[731, 1066, 777, 1076]
table-cell-block	[731, 1199, 777, 1209]
story-dateline: नवीन मेल संवाददाता। गुमला	[256, 125, 314, 131]
table-row	[707, 1219, 916, 1229]
table-row	[707, 1351, 916, 1361]
section-title: गुमला	[362, 36, 582, 58]
table-cell-block: महुआडांड़	[731, 1382, 777, 1392]
signature-title: जिला निर्वाचन पदाधिकारी	[858, 1512, 914, 1519]
table-cell-no: 29	[707, 1219, 731, 1229]
table-cell-no: 19	[707, 1117, 731, 1127]
table-row	[707, 1076, 916, 1086]
story-body: विधानसभा चुनाव को लेकर सिसई विधानसभा क्षेत्र से प्रत्याशी कुम्हड़ा देवी ने बुधवार को नामांकन दाखिल किया। नामांकन के दौरान क्षेत्र के कोने-कोने से हजारों की संख्या में समर्थक पहुंचे। ढोल-नगाड़ों के साथ जुलूस निकाला गया। प्रत्याशी ने कहा कि क्षेत्र की जनता का आशीर्वाद उनके साथ है और वह विकास के मुद्दे पर चुनाव लड़ रही हैं। इस अवसर पर कई गणमान्य लोग उपस्थित थे।	[26, 754, 134, 817]
story-body-continued: गावां वन विभाग की टीम ने प्रखंड के बरवाडीह जंगल से ढिबरा लदा एक 709 वाहन को जब्त किया है। वन विभाग को गुप्त सूचना मिली थी कि अवैध ढिबरा लेकर एक वाहन कोडरमा की ओर जा रहा है। सूचना के आधार पर टीम ने घेराबंदी कर वाहन को पकड़ लिया। वाहन चालक मौके से फरार होने में सफल रहा। वनपाल ने बताया कि जब्त वाहन को वन विभाग कार्यालय लाया गया है और वाहन मालिक की पहचान की जा रही है। अवैध खनन और परिवहन के खिलाफ वन विभाग का अभियान लगातार जारी रहेगा। उन्होंने कहा कि इस क्षेत्र में अवैध ढिबरा कारोबार पर विभाग की नजर है और दोषियों के खिलाफ सख्त कार्रवाई की जाएगी। इस छापेमारी में वन विभाग के कई कर्मी शामिल थे।	[526, 825, 695, 903]
table-cell-building: उच्च विद्यालय, मनिका	[777, 1270, 916, 1280]
table-row	[707, 1382, 916, 1392]
story-dateline: नवीन मेल संवाददाता। गुमला	[258, 1309, 322, 1315]
table-cell-block	[731, 1188, 777, 1198]
story-body: गुमला के चंदाली मोड़ के पास एक तेज रफ्तार ट्रेलर ने बाइक सवार दो लोगों को टक्कर मार दी, जिससे दोनों गंभीर रूप से घायल हो गए। घायलों की पहचान स्थानीय ग्रामीणों के रूप में हुई है। घटना के बाद आसपास के लोगों ने तुरंत पुलिस को सूचना दी और घायलों को सदर अस्पताल पहुंचाया गया। डॉक्टरों के अनुसार दोनों की हालत गंभीर बनी हुई है और उनका इलाज जारी है। प्रत्यक्षदर्शियों ने बताया कि ट्रेलर तेज गति से आ रहा था और चालक नियंत्रण खो बैठा। घटना के बाद चालक वाहन छोड़कर फरार हो गया। पुलिस ने ट्रेलर को जब्त कर लिया है और चालक की तलाश की जा रही है। स्थानीय लोगों ने इस मार्ग पर बढ़ती दुर्घटनाओं पर चिंता जताई और प्रशासन से स्पीड ब्रेकर लगाने की मांग की है।	[701, 666, 921, 721]
table-cell-building: PWD निरीक्षण भवन	[777, 1229, 916, 1239]
story-headline: अवैध शराब के खिलाफ जिले के कई थाना क्षेत्रों में पुलिस ने की छापेमारी	[147, 779, 347, 815]
table-row	[707, 1178, 916, 1188]
table-row	[707, 1290, 916, 1300]
table-cell-building: पंचायत भवन, महुआडांड़	[777, 1402, 916, 1412]
meeting-photo	[142, 124, 252, 214]
box-headline: राजकुमार यादव आज करेंगे अपना नामांकन	[592, 474, 694, 503]
table-cell-no: 1	[707, 934, 731, 944]
table-cell-building: उच्च विद्यालय, हेरहंज	[777, 1239, 916, 1249]
story-dateline: नवीन मेल संवाददाता। गुमला	[26, 1309, 88, 1316]
dc-review-story	[142, 72, 358, 422]
table-cell-block: हेरहंज	[731, 1239, 777, 1249]
table-row	[707, 1341, 916, 1351]
table-cell-building: सामुदायिक भवन, बालूमाथ	[777, 1168, 916, 1178]
notice-intro: लोक प्रतिनिधित्व अधिनियम 1951 की धारा 160 के तहत प्राप्त शक्तियों का प्रयोग करते हुए मैं उत्कर्ष गुप्ता (भा०प्र०से०) जिला निर्वाचन पदाधिकारी-सह-उपायुक्त, लातेहार विधानसभा आम निर्वाचन-2024 के निमित्त दिनांक 04.11.2024 से मतदान दिवस की समाप्ति तक लातेहार जिलान्तर्गत अवस्थित निम्नांकित भवनों को अधिग्रहित करता हूँ।	[706, 883, 916, 911]
table-cell-block: बालूमाथ	[731, 1148, 777, 1158]
seized-liquor-photo	[142, 824, 352, 974]
table-cell-building: शिक्षक प्रशिक्षण केंद्र, लातेहार	[777, 1087, 916, 1097]
story-body: गुमला पुलिस ने नशीले पदार्थ की तस्करी के खिलाफ बड़ी कार्रवाई करते हुए एनडीपीएस (नारकोटिक ड्रग्स एंड साइकोट्रोपिक सब्सटेंस) एक्ट 1985 के तहत दो व्यक्तियों को गिरफ्तार किया है। यह कार्रवाई छत्तीसगढ़ नंबर प्लेट (सीजी-14एमडी-7799) वाली एक गाड़ी से की गई, जिसमें भारी मात्रा में अवैध नशीले पदार्थ पाए गए। पुलिस ने इस मामले को केस नंबर 3446 दर्ज कर धारा 50 के तहत दर्ज किया है। गिरफ्तार किए गए आरोपियों में से एक की पहचान जशपुर जिले के निवासी के रूप में हुई है, जबकि दूसरा स्थानीय है। पुलिस ने उनके कब्जे से नशीले पदार्थ और वाहन जब्त कर लिया है। मामले की जांच की जा रही है और इस नेटवर्क से जुड़े अन्य लोगों की तलाश जारी है। पुलिस अधीक्षक ने कहा कि नशे के कारोबार के खिलाफ अभियान लगातार जारी रहेगा।	[701, 463, 921, 525]
table-cell-building: प्रखण्ड कार्यालय, मनिका	[777, 1260, 916, 1270]
table-row	[707, 974, 916, 984]
table-row	[707, 1066, 916, 1076]
table-cell-block	[731, 1097, 777, 1107]
story-kicker: असम के मुख्यमंत्री हिमंता बिस्वा सरमा पहुंचे विकास भारती कार्यालय	[429, 73, 629, 82]
table-cell-block	[731, 985, 777, 995]
table-cell-block	[731, 1158, 777, 1168]
table-cell-building: सामुदायिक भवन, महुआडांड़	[777, 1382, 916, 1392]
table-cell-block	[731, 934, 777, 944]
table-row	[707, 1005, 916, 1015]
table-cell-block	[731, 1036, 777, 1046]
table-row	[707, 1229, 916, 1239]
table-row	[707, 1188, 916, 1198]
table-cell-no: 37	[707, 1300, 731, 1310]
